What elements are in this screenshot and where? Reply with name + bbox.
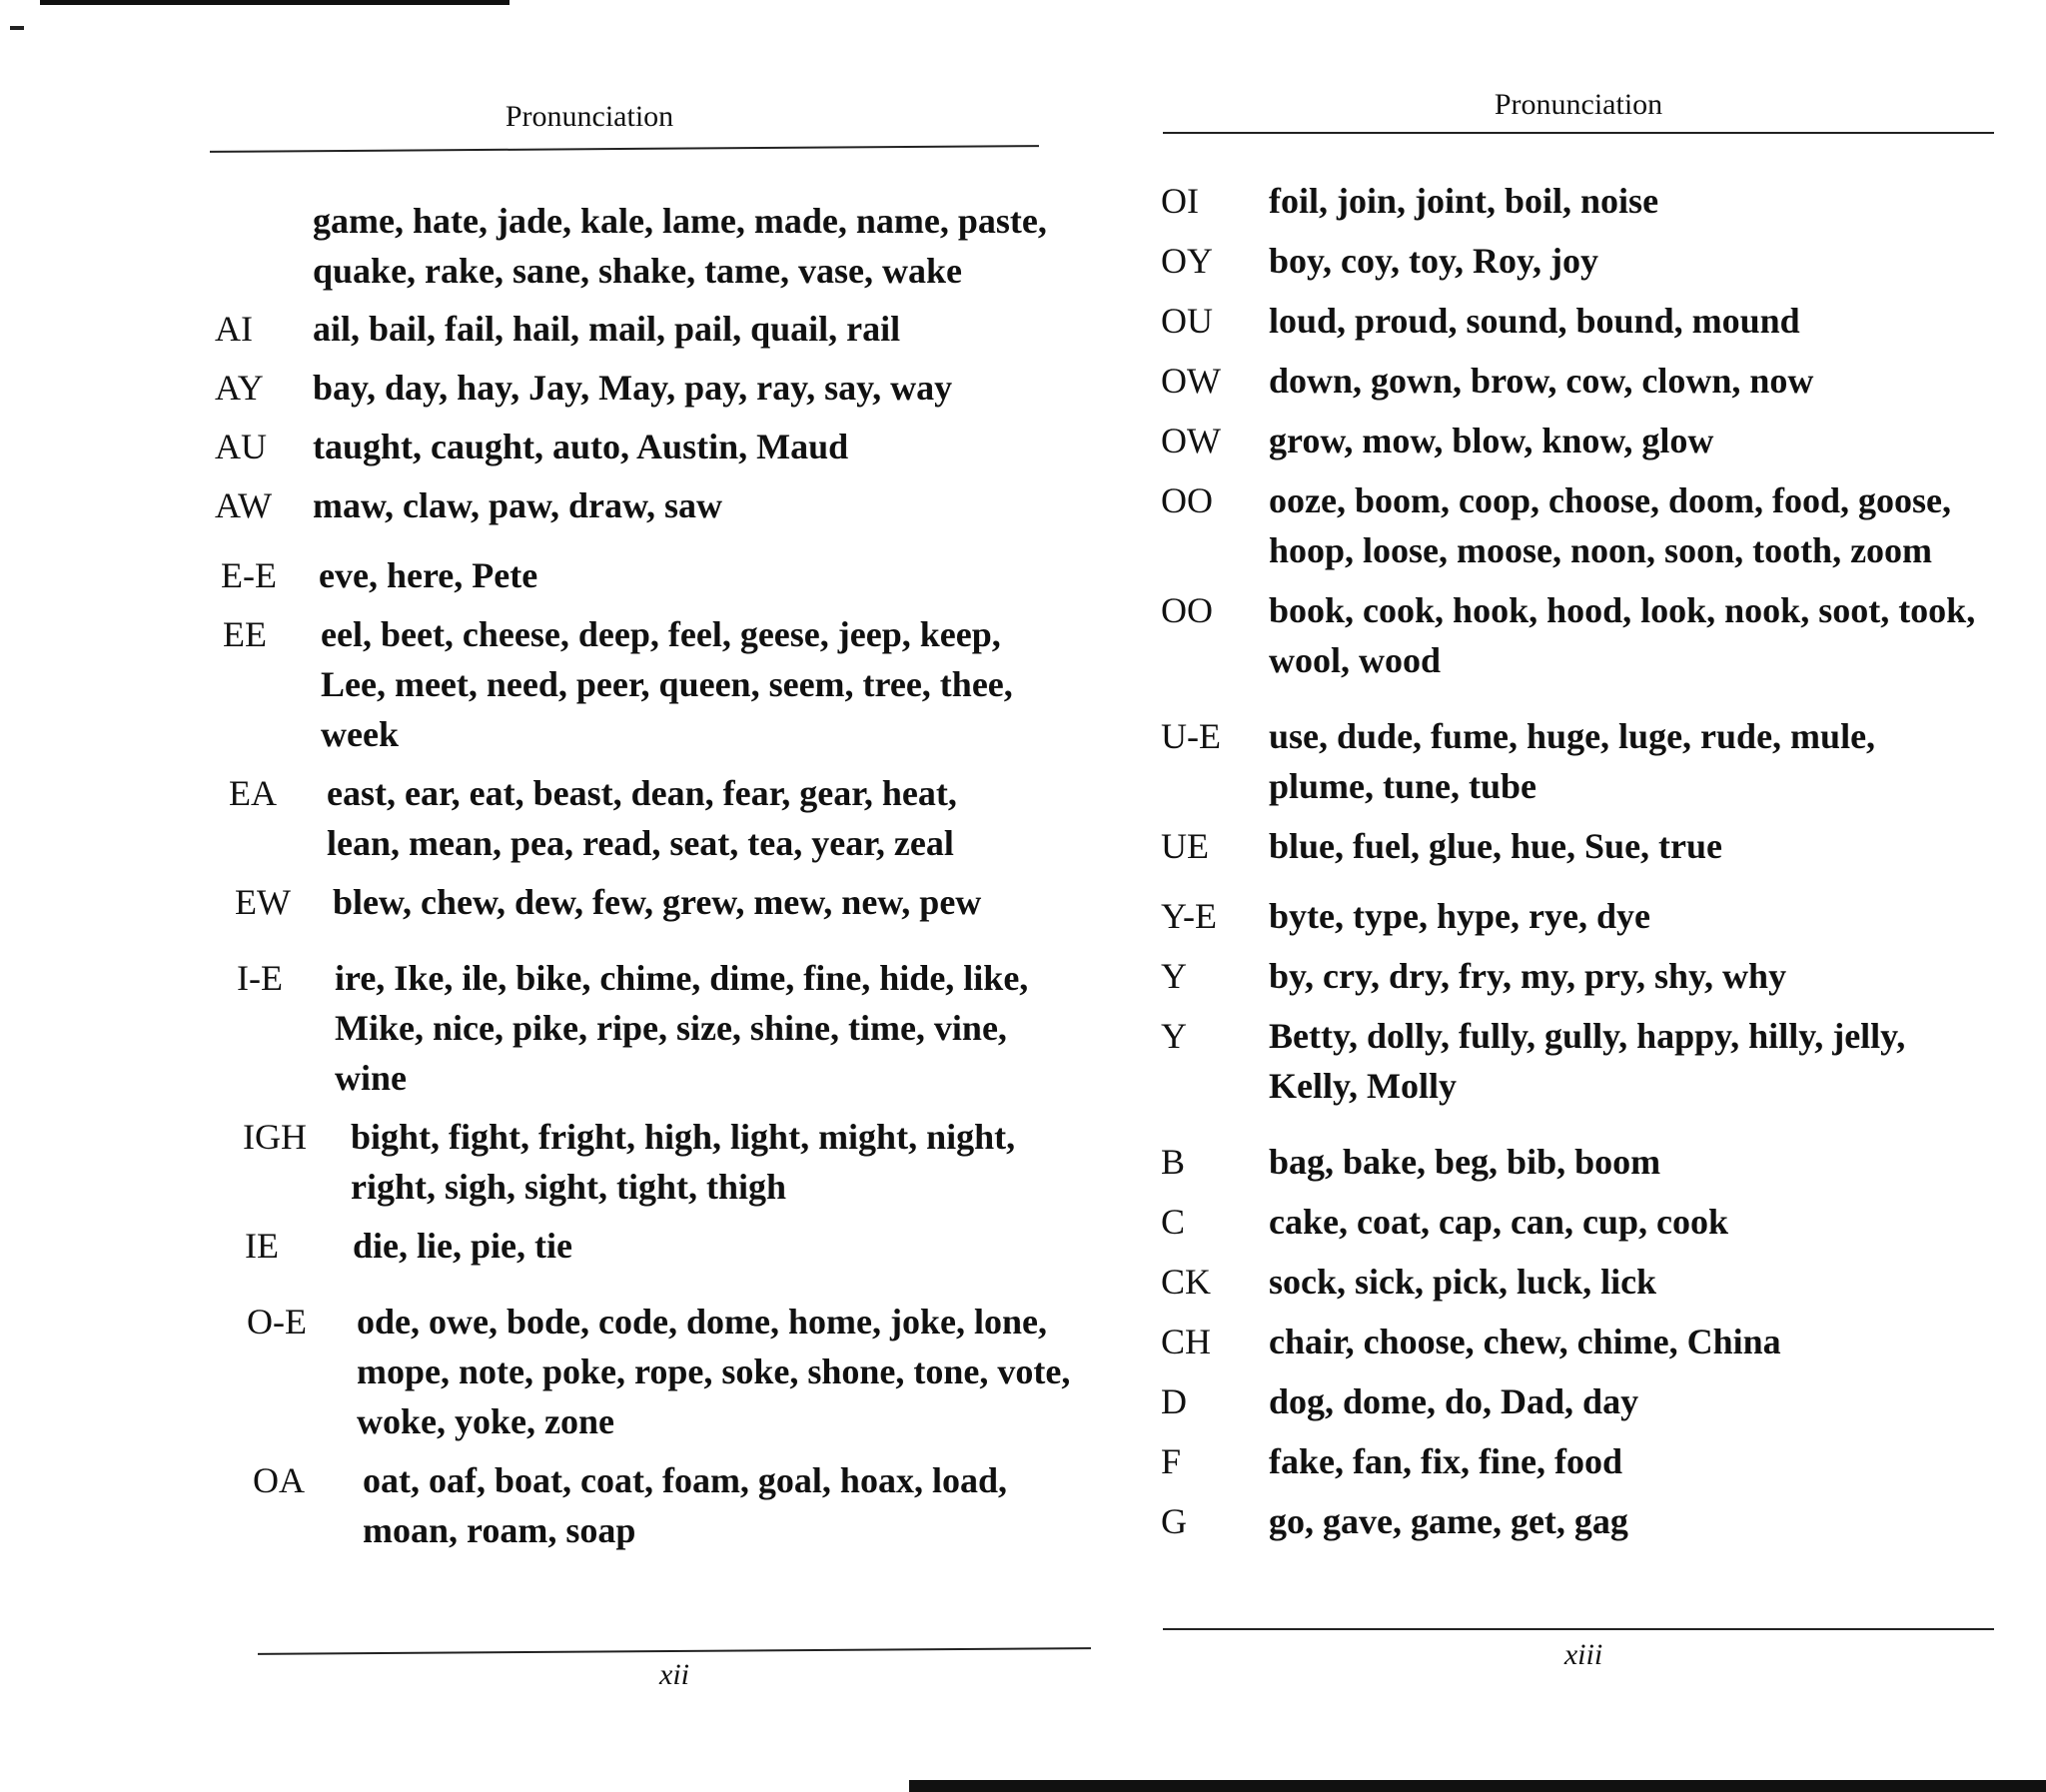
entry-code: AW bbox=[215, 485, 273, 525]
entry-code: AY bbox=[215, 368, 264, 408]
entry-ai bbox=[215, 304, 1084, 354]
entry-ou bbox=[1161, 296, 2040, 346]
entry-words: maw, claw, paw, draw, saw bbox=[313, 485, 723, 525]
entry-c bbox=[1161, 1197, 2040, 1247]
left-entry-list bbox=[215, 196, 1084, 1555]
right-header-rule bbox=[1163, 132, 1994, 134]
entry-code: I-E bbox=[237, 958, 283, 998]
entry-ow-1 bbox=[1161, 356, 2040, 406]
entry-words: book, cook, hook, hood, look, nook, soot, took, wool, wood bbox=[1269, 590, 1976, 680]
entry-oo-1 bbox=[1161, 475, 2040, 575]
entry-words: grow, mow, blow, know, glow bbox=[1269, 421, 1714, 460]
entry-code: OY bbox=[1161, 241, 1213, 281]
entry-words: ire, Ike, ile, bike, chime, dime, fine, hide, like, Mike, nice, pike, ripe, size, shine, time, vine, wine bbox=[335, 958, 1029, 1098]
entry-ow-2 bbox=[1161, 416, 2040, 465]
left-footer-rule bbox=[258, 1647, 1091, 1655]
entry-code: OW bbox=[1161, 421, 1221, 460]
entry-aw bbox=[215, 480, 1084, 530]
entry-au bbox=[215, 422, 1084, 471]
entry-code: Y-E bbox=[1161, 896, 1217, 936]
entry-words: go, gave, game, get, gag bbox=[1269, 1501, 1628, 1541]
entry-words: game, hate, jade, kale, lame, made, name, paste, quake, rake, sane, shake, tame, vase, wake bbox=[313, 201, 1047, 291]
entry-words: chair, choose, chew, chime, China bbox=[1269, 1322, 1781, 1361]
entry-words: ooze, boom, coop, choose, doom, food, goose, hoop, loose, moose, noon, soon, tooth, zoom bbox=[1269, 480, 1951, 570]
entry-words: cake, coat, cap, can, cup, cook bbox=[1269, 1202, 1728, 1242]
entry-a-e-continued bbox=[215, 196, 1084, 296]
entry-code: U-E bbox=[1161, 716, 1221, 756]
entry-oy bbox=[1161, 236, 2040, 286]
entry-code: UE bbox=[1161, 826, 1209, 866]
entry-words: boy, coy, toy, Roy, joy bbox=[1269, 241, 1599, 281]
entry-code: OU bbox=[1161, 301, 1213, 341]
entry-y-2 bbox=[1161, 1011, 2040, 1111]
entry-words: ail, bail, fail, hail, mail, pail, quail, rail bbox=[313, 309, 901, 349]
right-footer-rule bbox=[1163, 1628, 1994, 1630]
left-running-head: Pronunciation bbox=[505, 100, 674, 133]
entry-code: OO bbox=[1161, 590, 1213, 630]
entry-ee bbox=[215, 609, 1084, 759]
entry-code: CH bbox=[1161, 1322, 1212, 1361]
entry-words: bay, day, hay, Jay, May, pay, ray, say, way bbox=[313, 368, 953, 408]
entry-code: F bbox=[1161, 1441, 1182, 1481]
entry-code: OA bbox=[253, 1460, 305, 1500]
entry-words: bag, bake, beg, bib, boom bbox=[1269, 1142, 1661, 1182]
entry-words: Betty, dolly, fully, gully, happy, hilly, jelly, Kelly, Molly bbox=[1269, 1016, 1906, 1106]
right-running-head: Pronunciation bbox=[1494, 88, 1663, 121]
entry-y-e bbox=[1161, 891, 2040, 941]
entry-words: sock, sick, pick, luck, lick bbox=[1269, 1262, 1657, 1302]
left-folio: xii bbox=[659, 1658, 689, 1691]
entry-words: taught, caught, auto, Austin, Maud bbox=[313, 427, 849, 466]
entry-code: B bbox=[1161, 1142, 1186, 1182]
entry-code: IGH bbox=[243, 1117, 307, 1157]
entry-code: AU bbox=[215, 427, 267, 466]
entry-ch bbox=[1161, 1317, 2040, 1366]
entry-code: CK bbox=[1161, 1262, 1212, 1302]
entry-ie bbox=[215, 1221, 1084, 1271]
entry-code: G bbox=[1161, 1501, 1187, 1541]
entry-words: oat, oaf, boat, coat, foam, goal, hoax, load, moan, roam, soap bbox=[363, 1460, 1007, 1550]
entry-words: eve, here, Pete bbox=[319, 555, 538, 595]
entry-words: bight, fight, fright, high, light, might, night, right, sigh, sight, tight, thigh bbox=[351, 1117, 1016, 1207]
entry-y-1 bbox=[1161, 951, 2040, 1001]
entry-ew bbox=[215, 877, 1084, 927]
entry-code: EW bbox=[235, 882, 291, 922]
entry-code: OW bbox=[1161, 361, 1221, 401]
entry-igh bbox=[215, 1112, 1084, 1212]
entry-words: by, cry, dry, fry, my, pry, shy, why bbox=[1269, 956, 1787, 996]
entry-code: Y bbox=[1161, 956, 1187, 996]
right-folio: xiii bbox=[1563, 1638, 1603, 1671]
entry-words: blew, chew, dew, few, grew, mew, new, pew bbox=[333, 882, 982, 922]
entry-words: use, dude, fume, huge, luge, rude, mule, plume, tune, tube bbox=[1269, 716, 1876, 806]
entry-i-e bbox=[215, 953, 1084, 1103]
entry-words: blue, fuel, glue, hue, Sue, true bbox=[1269, 826, 1723, 866]
entry-code: EA bbox=[229, 773, 277, 813]
entry-code: AI bbox=[215, 309, 253, 349]
entry-ay bbox=[215, 363, 1084, 413]
entry-u-e bbox=[1161, 711, 2040, 811]
entry-o-e bbox=[215, 1297, 1084, 1446]
right-entry-list bbox=[1161, 176, 2040, 1546]
entry-words: byte, type, hype, rye, dye bbox=[1269, 896, 1650, 936]
entry-code: O-E bbox=[247, 1302, 307, 1342]
entry-oi bbox=[1161, 176, 2040, 226]
entry-words: loud, proud, sound, bound, mound bbox=[1269, 301, 1800, 341]
entry-f bbox=[1161, 1436, 2040, 1486]
entry-g bbox=[1161, 1496, 2040, 1546]
entry-code: OO bbox=[1161, 480, 1213, 520]
entry-code: IE bbox=[245, 1226, 279, 1266]
entry-ck bbox=[1161, 1257, 2040, 1307]
entry-code: EE bbox=[223, 614, 267, 654]
entry-code: D bbox=[1161, 1381, 1187, 1421]
entry-words: ode, owe, bode, code, dome, home, joke, lone, mope, note, poke, rope, soke, shone, tone, vote, woke, yoke, zone bbox=[357, 1302, 1071, 1441]
entry-words: down, gown, brow, cow, clown, now bbox=[1269, 361, 1814, 401]
entry-e-e bbox=[215, 550, 1084, 600]
entry-oa bbox=[215, 1455, 1084, 1555]
entry-words: dog, dome, do, Dad, day bbox=[1269, 1381, 1639, 1421]
entry-words: fake, fan, fix, fine, food bbox=[1269, 1441, 1622, 1481]
entry-oo-2 bbox=[1161, 585, 2040, 685]
entry-code: C bbox=[1161, 1202, 1186, 1242]
entry-ue bbox=[1161, 821, 2040, 871]
entry-d bbox=[1161, 1376, 2040, 1426]
left-header-rule bbox=[210, 145, 1039, 153]
entry-words: foil, join, joint, boil, noise bbox=[1269, 181, 1659, 221]
entry-b bbox=[1161, 1137, 2040, 1187]
entry-words: east, ear, eat, beast, dean, fear, gear, heat, lean, mean, pea, read, seat, tea, year, zeal bbox=[327, 773, 957, 863]
entry-words: eel, beet, cheese, deep, feel, geese, jeep, keep, Lee, meet, need, peer, queen, seem, tree, thee, week bbox=[321, 614, 1013, 754]
entry-ea bbox=[215, 768, 1084, 868]
entry-words: die, lie, pie, tie bbox=[353, 1226, 572, 1266]
entry-code: E-E bbox=[221, 555, 277, 595]
entry-code: OI bbox=[1161, 181, 1199, 221]
entry-code: Y bbox=[1161, 1016, 1187, 1056]
right-page bbox=[1099, 0, 2046, 1792]
